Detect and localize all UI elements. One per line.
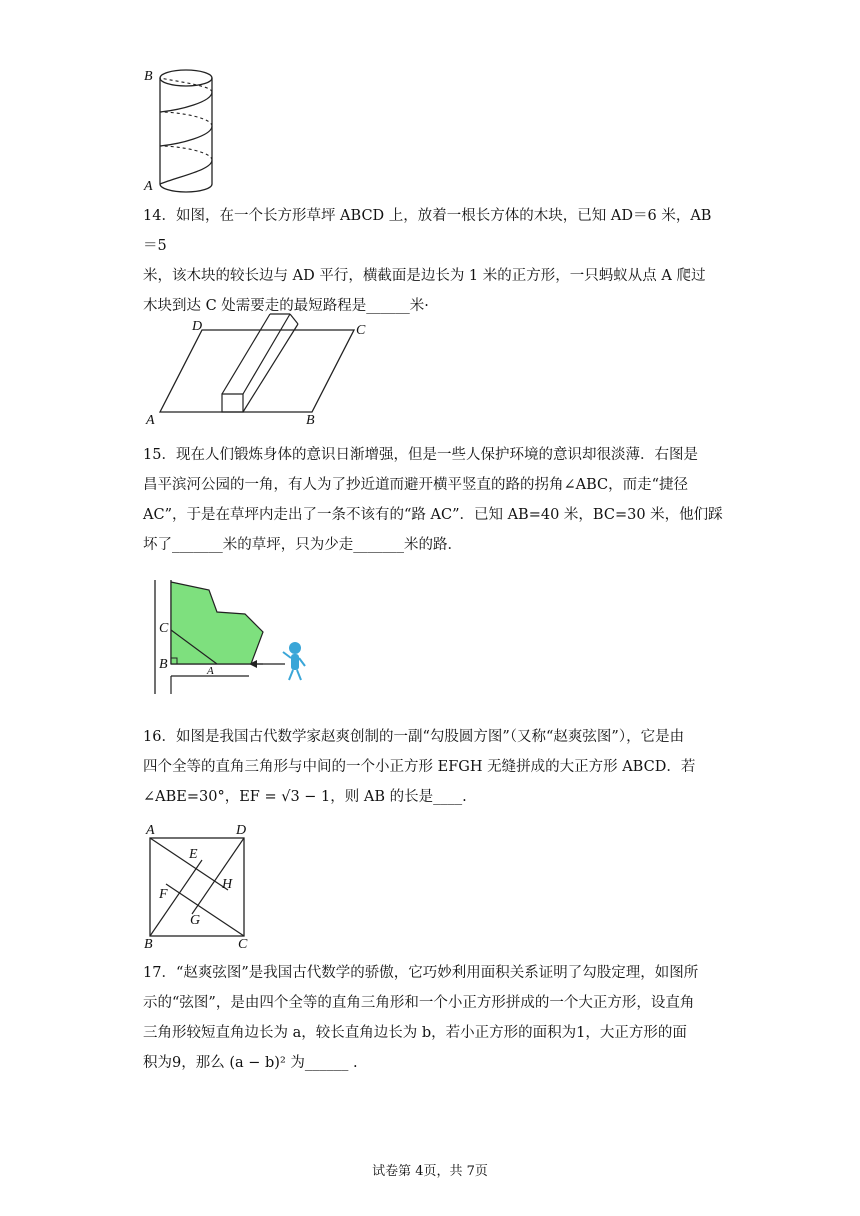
q14-line2: 米，该木块的较长边与 AD 平行，横截面是边长为 1 米的正方形，一只蚂蚁从点 A 爬过 — [143, 268, 706, 284]
page-footer: 试卷第 4页，共 7页 — [372, 1164, 488, 1179]
q17-line4: 积为9，那么 (a − b)² 为______ . — [143, 1055, 358, 1071]
label-b: B — [144, 69, 153, 84]
question-14 — [143, 201, 723, 321]
label-b: B — [144, 937, 153, 950]
q15-line1: 15．现在人们锻炼身体的意识日渐增强，但是一些人保护环境的意识却很淡薄．右图是 — [143, 447, 698, 463]
question-16 — [143, 722, 723, 812]
q17-line2: 示的“弦图”，是由四个全等的直角三角形和一个小正方形拼成的一个大正方形，设直角 — [143, 995, 695, 1011]
cylinder-figure — [140, 64, 230, 203]
q16-line2: 四个全等的直角三角形与中间的一个小正方形 EFGH 无缝拼成的大正方形 ABCD．若 — [143, 759, 696, 775]
label-e: E — [189, 847, 198, 862]
label-a: A — [207, 665, 214, 677]
park-figure — [145, 576, 325, 705]
q17-line3: 三角形较短直角边长为 a，较长直角边长为 b，若小正方形的面积为1，大正方形的面 — [143, 1025, 687, 1041]
q17-line1: 17．“赵爽弦图”是我国古代数学的骄傲，它巧妙利用面积关系证明了勾股定理，如图所 — [143, 965, 699, 981]
q14-line3: 木块到达 C 处需要走的最短路程是______米· — [143, 298, 429, 314]
q16-line3: ∠ABE=30°，EF = √3 − 1，则 AB 的长是____. — [143, 789, 467, 805]
label-b: B — [159, 657, 168, 672]
label-c: C — [356, 323, 366, 338]
lawn-area — [171, 582, 263, 664]
q14-line1: 14．如图，在一个长方形草坪 ABCD 上，放着一根长方体的木块，已知 AD＝6 米，AB＝5 — [143, 208, 712, 254]
label-b: B — [306, 413, 315, 428]
q15-line4: 坏了_______米的草坪，只为少走_______米的路． — [143, 537, 462, 553]
lawn-block-figure — [140, 308, 380, 432]
q15-line3: AC”，于是在草坪内走出了一条不该有的“路 AC”．已知 AB=40 米，BC=30 米，他们踩 — [143, 507, 723, 523]
label-d: D — [236, 823, 247, 838]
label-a: A — [146, 413, 155, 428]
q15-line2: 昌平滨河公园的一角，有人为了抄近道而避开横平竖直的路的拐角∠ABC，而走“捷径 — [143, 477, 689, 493]
label-c: C — [159, 621, 169, 636]
question-15 — [143, 440, 723, 560]
zhao-shuang-figure — [142, 820, 257, 954]
label-d: D — [192, 319, 203, 334]
label-g: G — [190, 913, 201, 928]
label-h: H — [222, 877, 233, 892]
person-icon — [283, 642, 305, 680]
label-f: F — [159, 887, 168, 902]
label-c: C — [238, 937, 248, 950]
label-a: A — [146, 823, 155, 838]
q16-line1: 16．如图是我国古代数学家赵爽创制的一副“勾股圆方图”（又称“赵爽弦图”），它是由 — [143, 729, 685, 745]
label-a: A — [144, 179, 153, 194]
question-17 — [143, 958, 723, 1078]
